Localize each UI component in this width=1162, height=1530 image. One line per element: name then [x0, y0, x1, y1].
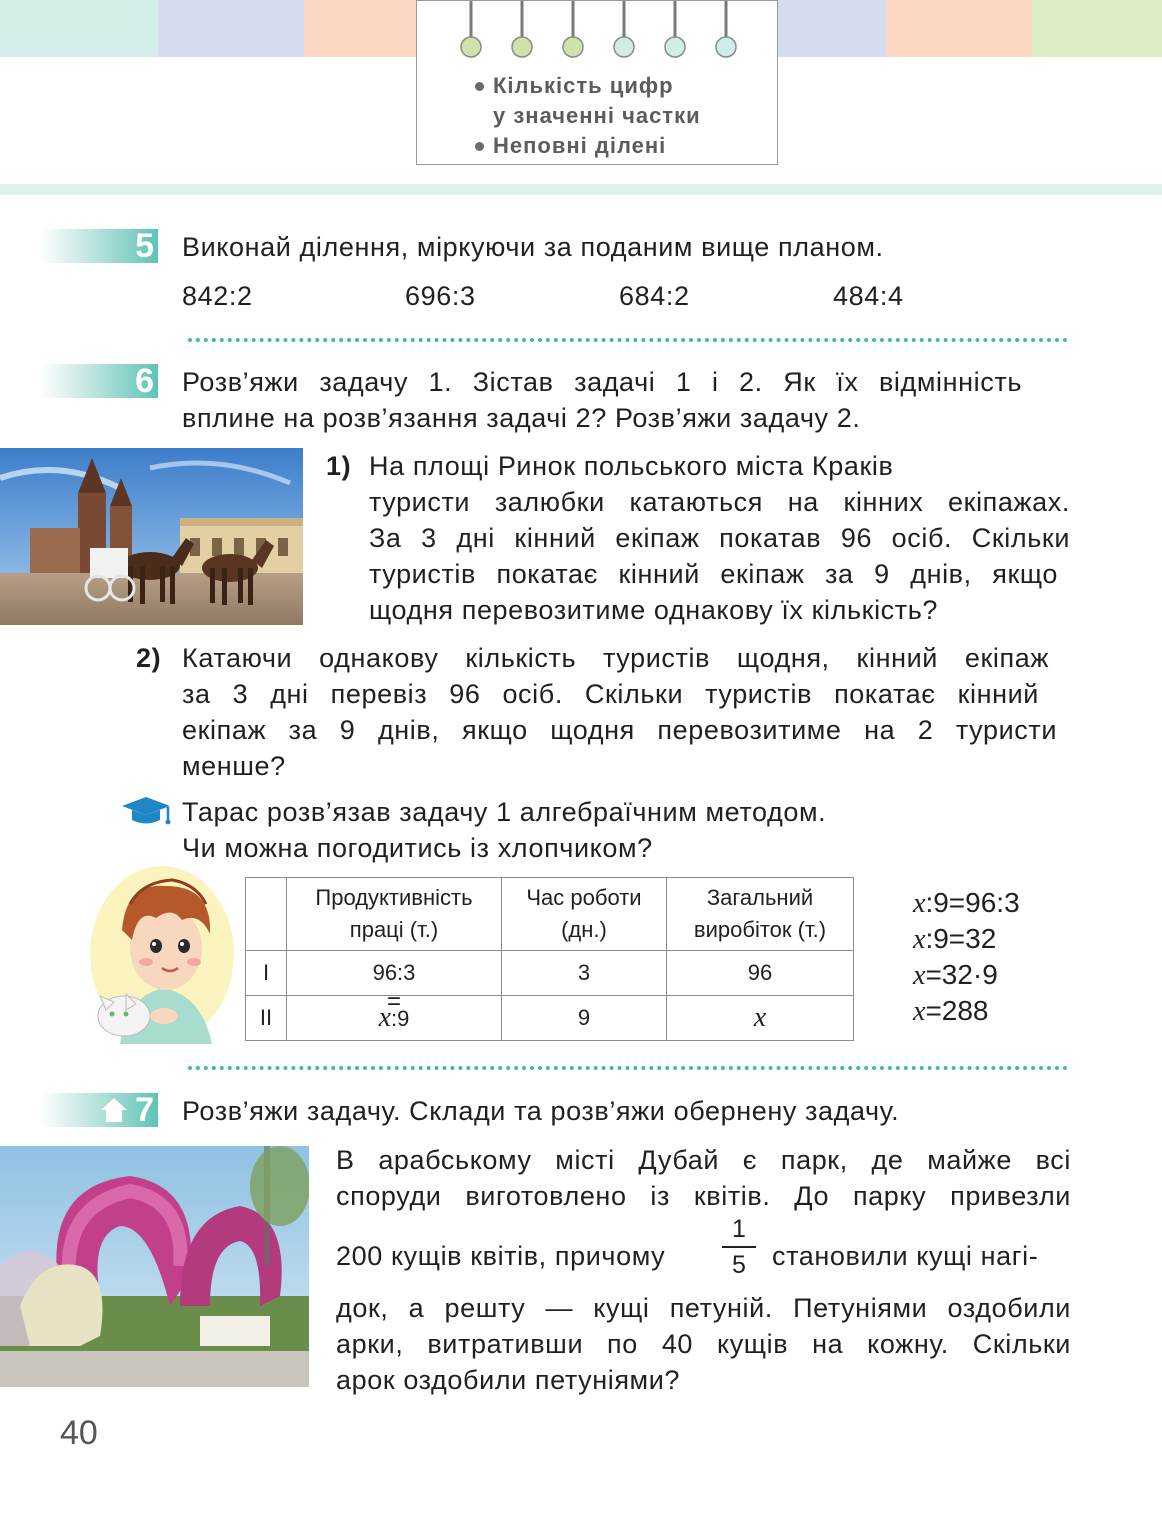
header-text-line: (дн.)	[561, 917, 607, 942]
problem-1-line-5: щодня перевозитиме однакову їх кількість?	[369, 595, 939, 625]
cell-productivity	[287, 951, 502, 1015]
solution-line-1	[913, 885, 1020, 922]
task-7-line-2: споруди виготовлено із квітів. До парку привезли	[336, 1181, 1071, 1211]
dubai-garden-photo	[0, 1146, 309, 1387]
graduation-cap-icon	[120, 796, 176, 828]
cell-total	[667, 996, 854, 1041]
variable-x: x	[913, 888, 926, 919]
task-7-fraction-after: становили кущі нагі-	[772, 1241, 1039, 1271]
table-header-total	[667, 878, 854, 951]
fraction-denominator: 5	[732, 1251, 746, 1279]
problem-2-line-1: Катаючи однакову кількість туристів щодня, кінний екіпаж	[182, 643, 1049, 673]
header-text-line: Час роботи	[526, 885, 642, 910]
equation-text: :9=96:3	[925, 887, 1020, 918]
task-number: 5	[135, 227, 154, 265]
table-row	[246, 951, 854, 996]
problem-1-line-3: За 3 дні кінний екіпаж покатав 96 осіб. Скільки	[369, 523, 1070, 553]
task-6-marker	[40, 364, 158, 398]
task-5-marker	[40, 229, 158, 263]
cell-time: 9	[502, 996, 667, 1041]
equation-text: :9=32	[925, 923, 997, 954]
plan-note-line-1: Кількість цифр	[493, 73, 674, 98]
cell-total: 96	[667, 951, 854, 996]
problem-1-line-1: На площі Ринок польського міста Краків	[369, 451, 894, 481]
variable-x: x	[913, 960, 926, 991]
variable-x: x	[753, 1001, 767, 1033]
task-5-text: Виконай ділення, міркуючи за поданим вище планом.	[182, 232, 884, 262]
solution-line-2	[913, 921, 996, 958]
page-number: 40	[60, 1414, 98, 1452]
plan-note-card	[416, 0, 778, 165]
bullet-icon	[475, 82, 484, 91]
bullet-icon	[475, 142, 484, 151]
solution-line-4	[913, 993, 989, 1030]
productivity-table	[245, 877, 854, 1041]
header-text-line: виробіток (т.)	[693, 917, 827, 942]
equation-text: =288	[925, 995, 989, 1026]
fraction-one-fifth	[722, 1212, 756, 1282]
task-7-line-4: док, а решту — кущі петуній. Петуніями оздобили	[336, 1293, 1071, 1323]
table-header-time	[502, 878, 667, 951]
task-7-line-6: арок оздобили петуніями?	[336, 1365, 681, 1395]
task-6-intro-line-2: вплине на розв’язання задачі 2? Розв’яжи задачу 2.	[182, 403, 861, 433]
equals-sign: =	[386, 988, 401, 1015]
problem-1-label: 1)	[326, 451, 352, 481]
house-icon	[100, 1096, 128, 1124]
row-label: I	[246, 951, 287, 996]
table-corner-cell	[246, 878, 287, 951]
problem-2-line-2: за 3 дні перевіз 96 осіб. Скільки туристів покатає кінний	[182, 679, 1039, 709]
question-line-1: Тарас розв’язав задачу 1 алгебраїчним методом.	[182, 797, 827, 827]
task-number: 7	[135, 1091, 154, 1129]
table-header-productivity	[287, 878, 502, 951]
task-7-line-5: арки, витративши по 40 кущів на кожну. Скільки	[336, 1329, 1071, 1359]
problem-2-line-3: екіпаж за 9 днів, якщо щодня перевозитиме на 2 туристи	[182, 715, 1057, 745]
header-band-2	[158, 0, 304, 57]
variable-x: x	[913, 924, 926, 955]
task-6-intro-line-1: Розв’яжи задачу 1. Зістав задачі 1 і 2. Як їх відмінність	[182, 367, 1022, 397]
task-5-expression-3: 684:2	[619, 281, 690, 311]
krakow-photo	[0, 448, 303, 625]
row-label: II	[246, 996, 287, 1041]
plan-note-line-2: у значенні частки	[493, 103, 701, 128]
problem-1-line-4: туристів покатає кінний екіпаж за 9 днів, якщо	[369, 559, 1058, 589]
problem-2-label: 2)	[136, 643, 162, 673]
dotted-divider	[188, 338, 1068, 342]
fraction-numerator: 1	[732, 1215, 746, 1243]
table-header-row	[246, 878, 854, 951]
header-band-3	[304, 0, 416, 57]
task-7-marker	[40, 1093, 158, 1127]
cell-value: 96:3	[372, 960, 416, 985]
cell-value: :9	[391, 1005, 410, 1031]
equation-text: =32·9	[925, 959, 998, 990]
task-7-fraction-before: 200 кущів квітів, причому	[336, 1241, 666, 1271]
variable-x: x	[913, 996, 926, 1027]
task-7-line-1: В арабському місті Дубай є парк, де майже всі	[336, 1145, 1071, 1175]
task-5-expression-1: 842:2	[182, 281, 253, 311]
task-5-expression-4: 484:4	[833, 281, 904, 311]
header-band-6	[1032, 0, 1162, 57]
header-text-line: Загальний	[706, 885, 814, 910]
solution-line-3	[913, 957, 998, 994]
variable-x: x	[378, 1001, 392, 1033]
plan-note-line-3: Неповні ділені	[493, 133, 667, 158]
header-text-line: праці (т.)	[349, 917, 439, 942]
cell-time: 3	[502, 951, 667, 996]
header-band-1	[0, 0, 158, 57]
header-band-5	[886, 0, 1032, 57]
task-7-text: Розв’яжи задачу. Склади та розв’яжи обернену задачу.	[182, 1096, 900, 1126]
dotted-divider	[188, 1066, 1068, 1070]
problem-1-line-2: туристи залюбки катаються на кінних екіпажах.	[369, 487, 1070, 517]
boy-with-cat-illustration	[86, 864, 236, 1049]
question-line-2: Чи можна погодитись із хлопчиком?	[182, 833, 653, 863]
task-number: 6	[135, 362, 154, 400]
problem-2-line-4: менше?	[182, 751, 286, 781]
spiral-rings-icon	[417, 1, 777, 63]
header-divider	[0, 184, 1162, 195]
header-text-line: Продуктивність	[315, 885, 473, 910]
header-band-4	[778, 0, 886, 57]
task-5-expression-2: 696:3	[405, 281, 476, 311]
